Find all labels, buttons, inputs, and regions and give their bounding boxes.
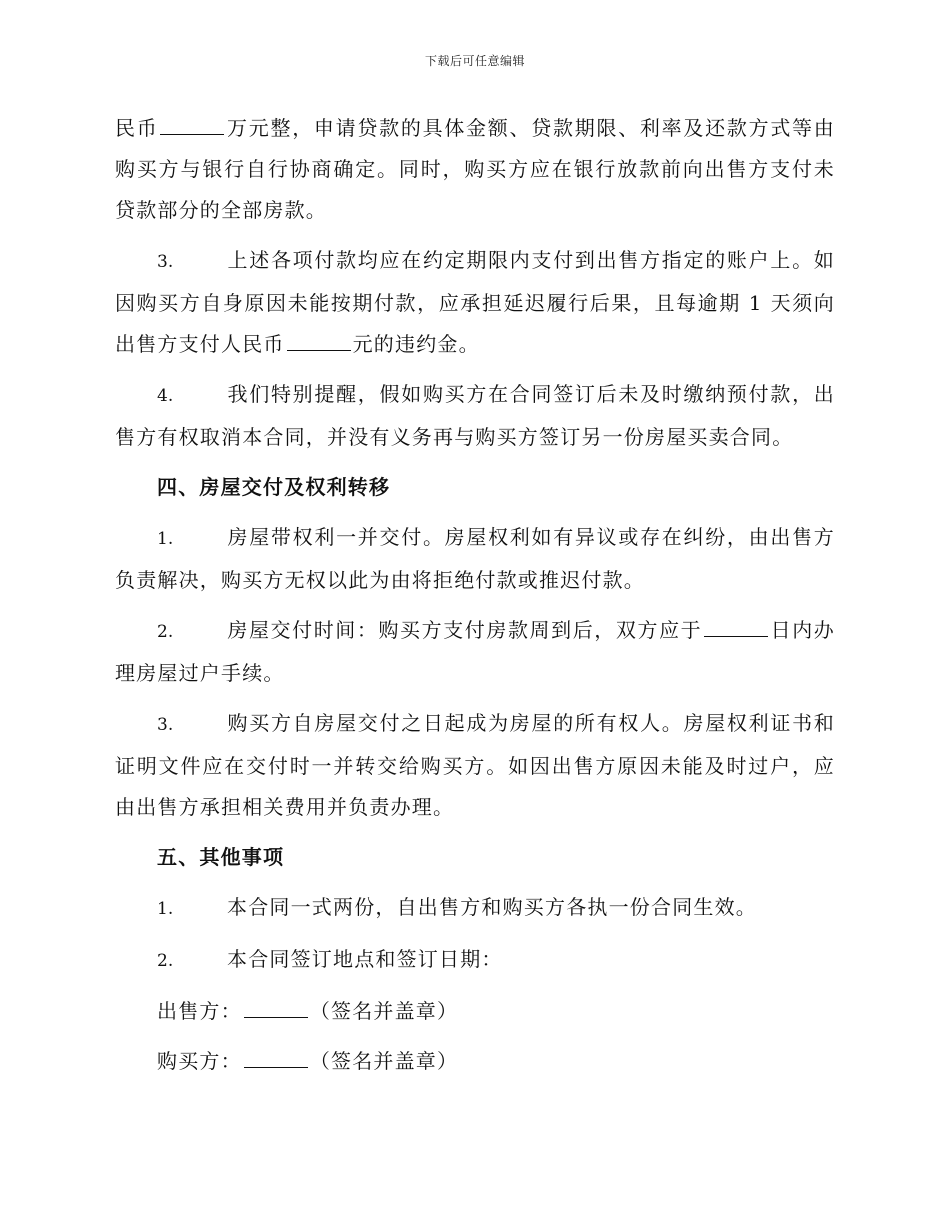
buyer-signature-blank xyxy=(244,1045,308,1068)
section-4-clause-3 xyxy=(115,703,835,828)
section-4-heading: 四、房屋交付及权利转移 xyxy=(157,475,391,499)
clause-text: 元的违约金。 xyxy=(352,332,480,356)
blank-line xyxy=(287,328,351,351)
text: 民币 xyxy=(115,116,159,140)
buyer-label: 购买方： xyxy=(157,1049,242,1073)
clause-number: 1. xyxy=(157,899,174,919)
clause-number: 2. xyxy=(157,951,174,971)
clause-text: 房屋交付时间：购买方支付房款周到后，双方应于 xyxy=(227,618,703,642)
buyer-note: （签名并盖章） xyxy=(309,1049,459,1073)
section-4-clause-1 xyxy=(115,517,835,601)
document-body xyxy=(115,108,835,1082)
clause-number: 4. xyxy=(157,386,174,406)
clause-text: 本合同一式两份，自出售方和购买方各执一份合同生效。 xyxy=(227,895,757,919)
clause-text: 我们特别提醒，假如购买方在合同签订后未及时缴纳预付款，出售方有权取消本合同，并没有义务再与购买方签订另一份房屋买卖合同。 xyxy=(115,382,835,449)
seller-signature-blank xyxy=(244,995,308,1018)
seller-signature-line xyxy=(115,991,835,1032)
clause-text: 购买方自房屋交付之日起成为房屋的所有权人。房屋权利证书和证明文件应在交付时一并转交给购买方。如因出售方原因未能及时过户，应由出售方承担相关费用并负责办理。 xyxy=(115,711,835,819)
clause-text: 房屋带权利一并交付。房屋权利如有异议或存在纠纷，由出售方负责解决，购买方无权以此为由将拒绝付款或推迟付款。 xyxy=(115,525,835,592)
section-4-clause-2 xyxy=(115,610,835,694)
clause-text: 上述各项付款均应在约定期限内支付到出售方指定的账户上。如因购买方自身原因未能按期付款，应承担延迟履行后果，且每逾期 1 天须向出售方支付人民币 xyxy=(115,248,835,356)
clause-4 xyxy=(115,374,835,458)
buyer-signature-line xyxy=(115,1041,835,1082)
clause-text: 日内办理房屋过户手续。 xyxy=(115,618,835,685)
section-5-clause-1 xyxy=(115,887,835,930)
clause-number: 3. xyxy=(157,715,174,735)
clause-3 xyxy=(115,240,835,365)
section-5-clause-2 xyxy=(115,939,835,982)
page-header: 下载后可任意编辑 xyxy=(424,54,525,68)
clause-text: 本合同签订地点和签订日期： xyxy=(227,947,503,971)
blank-line xyxy=(704,614,768,637)
clause-number: 2. xyxy=(157,622,174,642)
blank-line xyxy=(160,112,224,135)
seller-label: 出售方： xyxy=(157,999,242,1023)
section-5-heading: 五、其他事项 xyxy=(157,845,285,869)
clause-number: 1. xyxy=(157,529,174,549)
text: 万元整，申请贷款的具体金额、贷款期限、利率及还款方式等由购买方与银行自行协商确定。同时，购买方应在银行放款前向出售方支付未贷款部分的全部房款。 xyxy=(115,116,835,222)
seller-note: （签名并盖章） xyxy=(309,999,459,1023)
clause-number: 3. xyxy=(157,252,174,272)
loan-paragraph xyxy=(115,108,835,231)
